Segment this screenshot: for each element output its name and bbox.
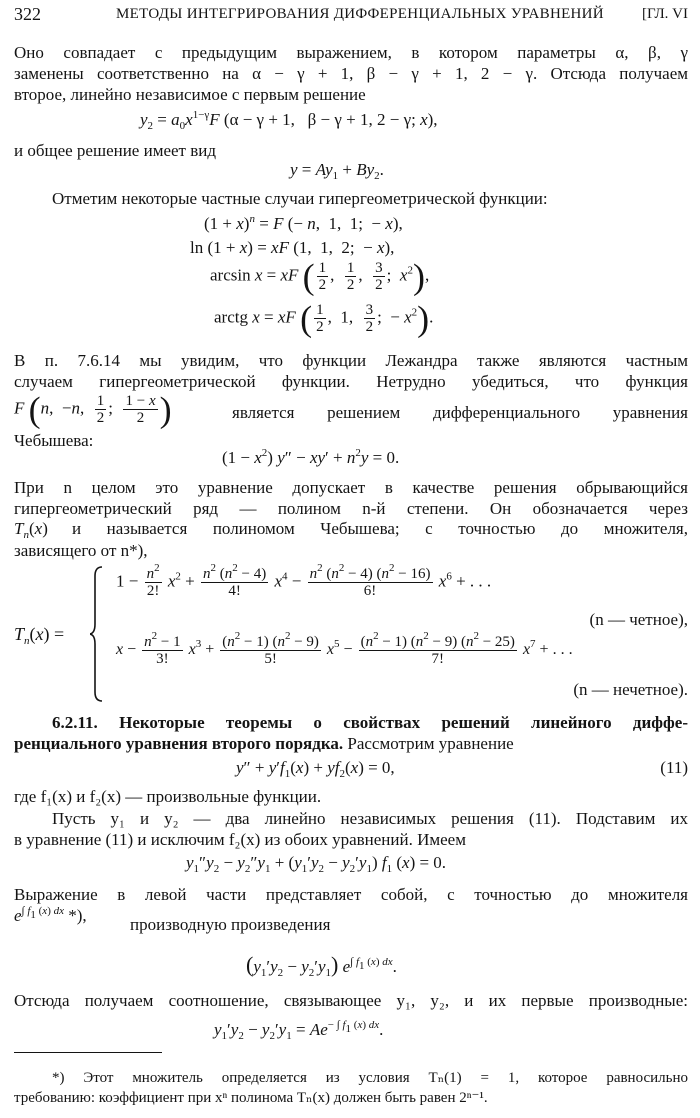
footnote-line: требованию: коэффициент при xⁿ полинома Tₙ(x) должен быть равен 2ⁿ⁻¹. bbox=[14, 1090, 488, 1106]
symbol-Tn: $T_n(x)$ bbox=[14, 519, 48, 541]
text-line: является решением дифференциального уравнения bbox=[232, 403, 688, 422]
text-line: и называется полиномом Чебышева; с точностью до множителя, bbox=[72, 519, 688, 538]
case-odd-label: (n — нечетное). bbox=[573, 680, 688, 699]
formula-11: $y'' + y'f_1(x) + yf_2(x) = 0$, bbox=[236, 758, 395, 780]
formula-log: ln (1 + x) = xF (1, 1, 2; − x), bbox=[190, 238, 395, 257]
text-line: случаем гипергеометрической функции. Нетрудно убедиться, что функция bbox=[14, 372, 688, 391]
page-number: 322 bbox=[14, 4, 41, 24]
formula-Tn-lhs: $T_n(x)$ = bbox=[14, 624, 65, 647]
case-even-label: (n — четное), bbox=[589, 610, 688, 629]
text-line: Отметим некоторые частные случаи гипергеометрической функции: bbox=[52, 189, 548, 208]
text-line: заменены соответственно на α − γ + 1, β − γ + 1, 2 − γ. Отсюда получаем bbox=[14, 64, 688, 83]
text-line: Выражение в левой части представляет собой, с точностью до множителя bbox=[14, 885, 688, 904]
text-line: В п. 7.6.14 мы увидим, что функции Лежандра также являются частным bbox=[14, 351, 688, 370]
formula-abel: $y_1'y_2 - y_2'y_1 = Ae^{- \int f_1 (x) dx}$. bbox=[214, 1019, 384, 1042]
footnote-rule bbox=[14, 1052, 162, 1053]
text-line: второе, линейно независимое с первым решение bbox=[14, 85, 366, 104]
text-line: Отсюда получаем соотношение, связывающее y₁, y₂, и их первые производные: bbox=[14, 991, 688, 1010]
text-line: Пусть y₁ и y₂ — два линейно независимых решения (11). Подставим их bbox=[52, 809, 688, 828]
running-header bbox=[14, 4, 688, 26]
formula-wronskian-eq: $y_1''y_2 - y_2''y_1 + (y_1'y_2 - y_2'y_1)$ $f_1$ (x) = 0. bbox=[186, 853, 447, 875]
text-line: и общее решение имеет вид bbox=[14, 141, 216, 160]
section-heading-end: ренциального уравнения второго порядка. bbox=[14, 734, 344, 753]
chapter-label: [ГЛ. VI bbox=[641, 6, 688, 22]
formula-Tn-odd: x − $\frac{n^2 - 1}{3!}$ $x^3$ + $\frac{(n^2 - 1) (n^2 - 9)}{5!}$ $x^5$ − $\frac{(n^2 - 1) (n^2 - 9) (n^2 - 25)}{7!}$ $x^7$ + . . . bbox=[116, 630, 573, 667]
formula-exp-integral: $e^{\int f_1 (x) dx}$ *), bbox=[14, 905, 87, 925]
formula-y2: $y_2 = a_0x^{1-\gamma}F$ (α − γ + 1, β − γ + 1, 2 − γ; x), bbox=[140, 109, 438, 132]
formula-arcsin: arcsin x = xF ( $\frac{1}{2}$ , $\frac{1}{2}$ , $\frac{3}{2}$ ; $x^2$), bbox=[210, 256, 430, 297]
text-line: в уравнение (11) и исключим f₂(x) из обоих уравнений. Имеем bbox=[14, 830, 466, 849]
formula-chebyshev-F: F (n, −n, $\frac{1}{2}$ ; $\frac{1 - x}{2}$ ) bbox=[14, 389, 172, 430]
section-heading-cont bbox=[14, 733, 688, 754]
text-line: Оно совпадает с предыдущим выражением, в котором параметры α, β, γ bbox=[14, 43, 688, 62]
section-heading: 6.2.11. Некоторые теоремы о свойствах решений линейного диффе- bbox=[52, 713, 688, 732]
text-line: где f₁(x) и f₂(x) — произвольные функции. bbox=[14, 787, 322, 806]
formula-Tn-even: 1 − $\frac{n^2}{2!}$ $x^2$ + $\frac{n^2 (n^2 - 4)}{4!}$ $x^4$ − $\frac{n^2 (n^2 - 4) (n^2 - 16)}{6!}$ $x^6$ + . . . bbox=[116, 562, 492, 599]
equation-number: (11) bbox=[660, 758, 688, 777]
text-line: гипергеометрический ряд — полином n-й степени. Он обозначается через bbox=[14, 499, 688, 518]
formula-general-solution: $y = Ay_1 + By_2$. bbox=[290, 160, 384, 182]
text-line: Чебышева: bbox=[14, 431, 94, 450]
text-line: зависящего от n*), bbox=[14, 541, 148, 560]
text-line: При n целом это уравнение допускает в качестве решения обрывающийся bbox=[14, 478, 688, 497]
left-brace bbox=[90, 566, 104, 702]
text-line: Рассмотрим уравнение bbox=[343, 734, 514, 753]
formula-arctg: arctg x = xF ( $\frac{1}{2}$ , 1, $\frac{3}{2}$ ; − $x^2$). bbox=[214, 298, 434, 339]
formula-chebyshev-equation: $(1 - x^2)$ $y'' - xy' + n^2y = 0$. bbox=[222, 447, 400, 467]
footnote-line: *) Этот множитель определяется из условия Tₙ(1) = 1, которое равносильно bbox=[52, 1070, 688, 1086]
running-title: МЕТОДЫ ИНТЕГРИРОВАНИЯ ДИФФЕРЕНЦИАЛЬНЫХ УРАВНЕНИЙ bbox=[116, 6, 604, 22]
formula-product: $(y_1'y_2 - y_2'y_1)$ $e^{\int f_1 (x) dx}$. bbox=[246, 952, 397, 979]
formula-binomial: $(1 + x)^n = F$ (− n, 1, 1; − x), bbox=[204, 213, 403, 233]
text-line: производную произведения bbox=[130, 915, 331, 934]
